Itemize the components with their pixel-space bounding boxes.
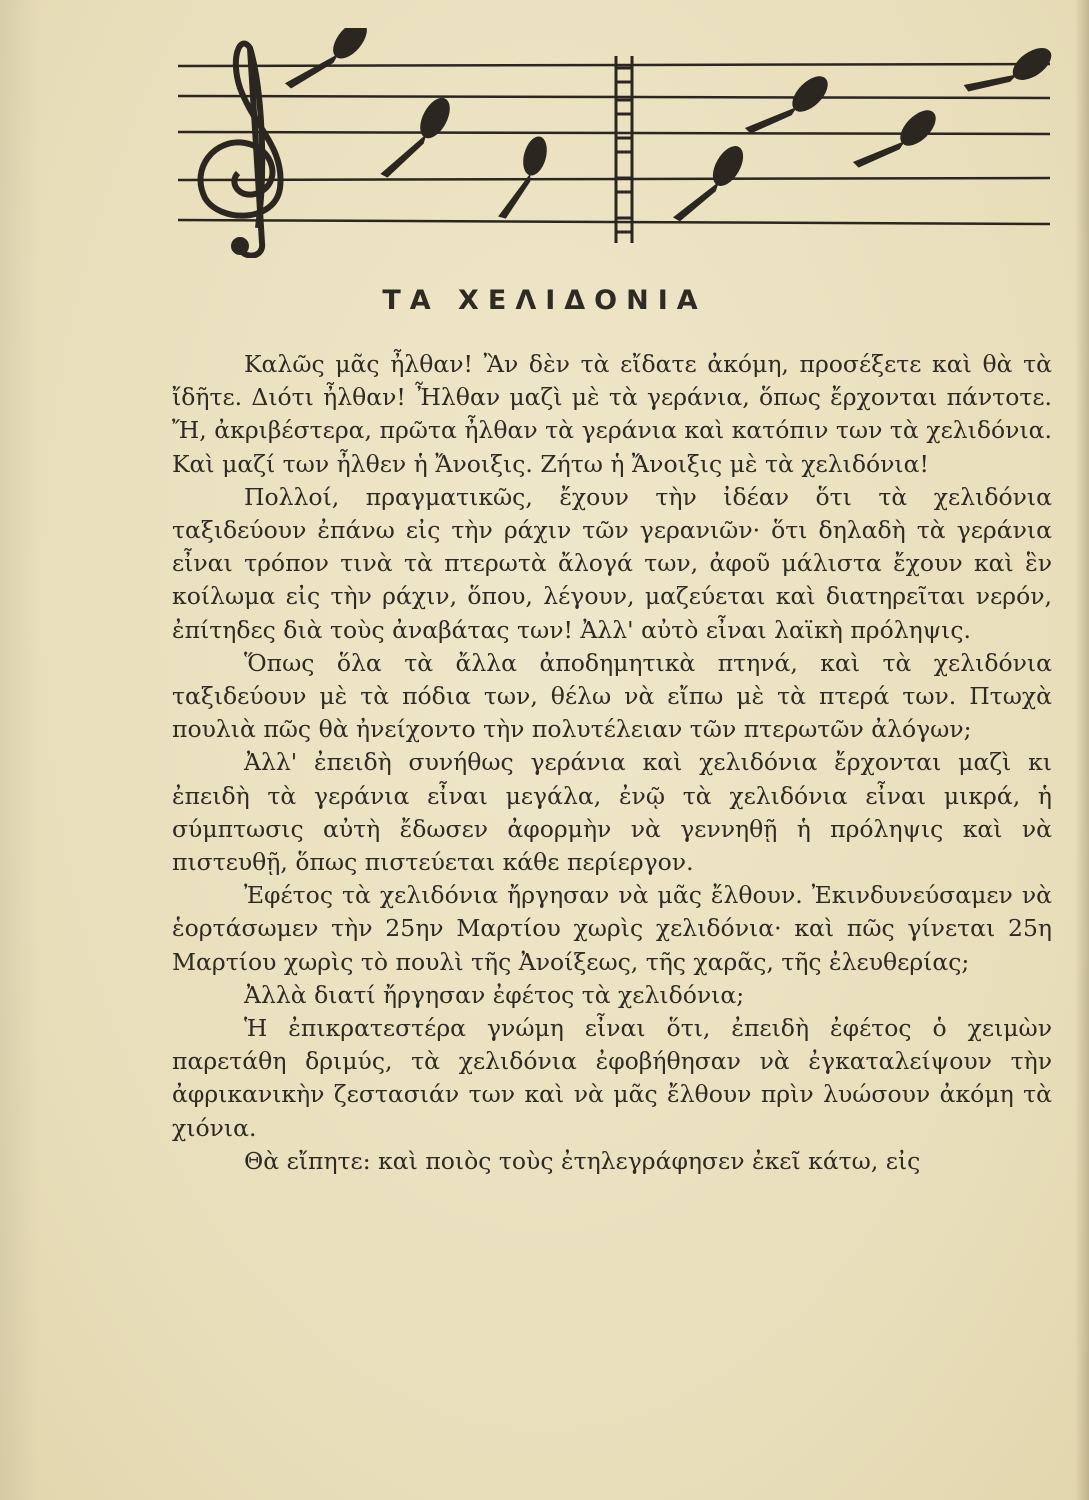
paragraph: Ὅπως ὅλα τὰ ἄλλα ἀποδημητικὰ πτηνά, καὶ τὰ χελιδόνια ταξιδεύουν μὲ τὰ πόδια των, θέλω νὰ εἴπω μὲ τὰ πτερά των. Πτωχὰ πουλιὰ πῶς θὰ ἠνείχοντο τὴν πολυτέλειαν τῶν πτερωτῶν ἀλόγων;: [172, 648, 1052, 744]
paragraph: Πολλοί, πραγματικῶς, ἔχουν τὴν ἰδέαν ὅτι τὰ χελιδόνια ταξιδεύουν ἐπάνω εἰς τὴν ράχιν τῶν γερανιῶν· ὅτι δηλαδὴ τὰ γεράνια εἶναι τρόπον τινὰ τὰ πτερωτὰ ἄλογά των, ἀφοῦ μάλιστα ἔχουν καὶ ἓν κοίλωμα εἰς τὴν ράχιν, ὅπου, λέγουν, μαζεύεται καὶ διατηρεῖται νερόν, ἐπίτηδες διὰ τοὺς ἀναβάτας των! Ἀλλ' αὐτὸ εἶναι λαϊκὴ πρόληψις.: [172, 482, 1052, 644]
paragraph: Ἡ ἐπικρατεστέρα γνώμη εἶναι ὅτι, ἐπειδὴ ἐφέτος ὁ χειμὼν παρετάθη δριμύς, τὰ χελιδόνια ἐφοβήθησαν νὰ ἐγκαταλείψουν τὴν ἀφρικανικὴν ζεστασιάν των καὶ νὰ μᾶς ἔλθουν πρὶν λυώσουν ἀκόμη τὰ χιόνια.: [172, 1014, 1052, 1142]
bar-line-icon: [616, 56, 632, 243]
page-edge-shadow: [1075, 0, 1089, 1500]
paragraph: Καλῶς μᾶς ἦλθαν! Ἂν δὲν τὰ εἴδατε ἀκόμη, προσέξετε καὶ θὰ τὰ ἴδῆτε. Διότι ἦλθαν! Ἦλθαν μαζὶ μὲ τὰ γεράνια, ὅπως ἔρχονται πάντοτε. Ἤ, ἀκριβέστερα, πρῶτα ἦλθαν τὰ γεράνια καὶ κατόπιν των τὰ χελιδόνια. Καὶ μαζί των ἦλθεν ἡ Ἄνοιξις. Ζήτω ἡ Ἄνοιξις μὲ τὰ χελιδόνια!: [172, 350, 1052, 478]
staff-lines: [178, 64, 1050, 224]
paragraph: Ἀλλὰ διατί ἤργησαν ἐφέτος τὰ χελιδόνια;: [244, 980, 745, 1009]
paragraph: Θὰ εἴπητε: καὶ ποιὸς τοὺς ἐτηλεγράφησεν ἐκεῖ κάτω, εἰς: [244, 1146, 921, 1175]
swallow-icon: [380, 88, 456, 190]
swallow-icon: [964, 33, 1057, 112]
article-body: [172, 348, 1052, 1178]
swallow-icon: [853, 97, 942, 186]
treble-clef-icon: [201, 44, 281, 256]
staff-with-swallows-illustration: [170, 28, 1060, 258]
swallows: [285, 28, 1057, 234]
paragraph: Ἀλλ' ἐπειδὴ συνήθως γεράνια καὶ χελιδόνια ἔρχονται μαζὶ κι ἐπειδὴ τὰ γεράνια εἶναι μεγάλα, ἐνῷ τὰ χελιδόνια εἶναι μικρά, ἡ σύμπτωσις αὐτὴ ἔδωσεν ἀφορμὴν νὰ γεννηθῇ ἡ πρόληψις καὶ νὰ πιστευθῇ, ὅπως πιστεύεται κάθε περίεργον.: [172, 748, 1052, 877]
swallow-icon: [673, 136, 749, 234]
staff-line: [178, 178, 1050, 180]
page-title: ΤΑ ΧΕΛΙΔΟΝΙΑ: [382, 285, 707, 316]
paragraph: Ἐφέτος τὰ χελιδόνια ἤργησαν νὰ μᾶς ἔλθουν. Ἐκινδυνεύσαμεν νὰ ἑορτάσωμεν τὴν 25ην Μαρτίου χωρὶς χελιδόνια· καὶ πῶς γίνεται 25η Μαρτίου χωρὶς τὸ πουλὶ τῆς Ἀνοίξεως, τῆς χαρᾶς, τῆς ἐλευθερίας;: [172, 881, 1052, 976]
swallow-icon: [745, 63, 834, 152]
staff-line: [178, 64, 1050, 66]
staff-line: [178, 96, 1050, 98]
staff-line: [178, 220, 1050, 224]
